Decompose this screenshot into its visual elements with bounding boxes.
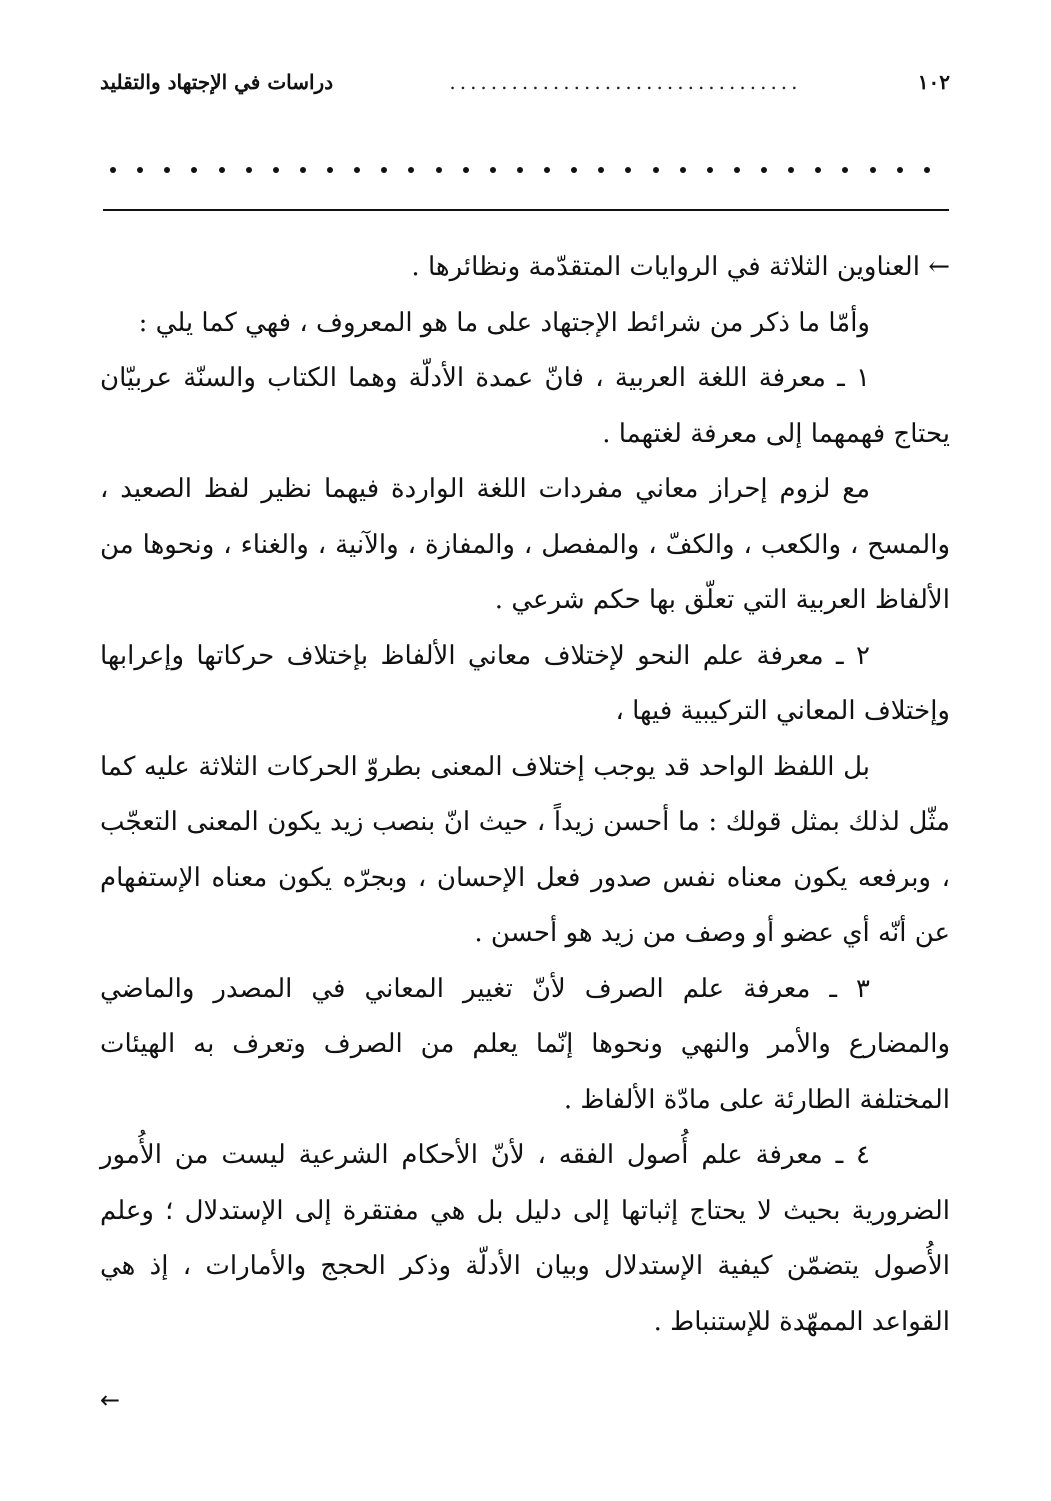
header-leader-dots: .................................. [449, 70, 802, 94]
ornament-dot [924, 167, 930, 173]
ornament-dot [870, 167, 876, 173]
ornament-dot [273, 167, 279, 173]
ornament-dot [761, 167, 767, 173]
ornament-dot [191, 167, 197, 173]
body-text [100, 240, 950, 1350]
paragraph-condition-3: ٣ ـ معرفة علم الصرف لأنّ تغيير المعاني في المصدر والماضي والمضارع والأمر والنهي ونحوها إنّما يعلم من الصرف وتعرف به الهيئات المختلفة الطارئة على مادّة الألفاظ . [100, 973, 950, 1115]
paragraph-condition-2-detail: بل اللفظ الواحد قد يوجب إختلاف المعنى بطروّ الحركات الثلاثة عليه كما مثّل لذلك بمثل قولك : ما أحسن زيداً ، حيث انّ بنصب زيد يكون المعنى التعجّب ، وبرفعه يكون معناه نفس صدور فعل الإحسان ، وبجرّه يكون معناه الإستفهام عن أنّه أي عضو أو وصف من زيد هو أحسن . [100, 751, 950, 948]
paragraph-intro: وأمّا ما ذكر من شرائط الإجتهاد على ما هو المعروف ، فهي كما يلي : [138, 307, 870, 338]
ornament-dot [246, 167, 252, 173]
ornament-dot [788, 167, 794, 173]
paragraph-condition-1-detail: مع لزوم إحراز معاني مفردات اللغة الواردة فيهما نظير لفظ الصعيد ، والمسح ، والكعب ، والكفّ ، والمفصل ، والمفازة ، والآنية ، والغناء ، ونحوها من الألفاظ العربية التي تعلّق بها حكم شرعي . [100, 474, 950, 615]
ornament-dot [137, 167, 143, 173]
ornament-dot [436, 167, 442, 173]
ornament-dot [354, 167, 360, 173]
ornament-dot [842, 167, 848, 173]
ornament-dot [164, 167, 170, 173]
ornament-dot [734, 167, 740, 173]
ornament-dot [598, 167, 604, 173]
ornament-dot [219, 167, 225, 173]
ornament-dot [408, 167, 414, 173]
page-number: ١٠٢ [917, 70, 950, 94]
paragraph-continuation: ← العناوين الثلاثة في الروايات المتقدّمة ونظائرها . [411, 252, 950, 282]
paragraph-condition-4: ٤ ـ معرفة علم أُصول الفقه ، لأنّ الأحكام الشرعية ليست من الأُمور الضرورية بحيث لا يحتاج إثباتها إلى دليل بل هي مفتقرة إلى الإستدلال ؛ وعلم الأُصول يتضمّن كيفية الإستدلال وبيان الأدلّة وذكر الحجج والأمارات ، إذ هي القواعد الممهّدة للإستنباط . [100, 1140, 950, 1337]
paragraph-condition-2: ٢ ـ معرفة علم النحو لإختلاف معاني الألفاظ بإختلاف حركاتها وإعرابها وإختلاف المعاني التركيبية فيها ، [100, 640, 950, 726]
ornament-dot [110, 167, 116, 173]
ornamental-dot-row [110, 150, 930, 190]
page-header [100, 62, 950, 102]
ornament-dot [625, 167, 631, 173]
ornament-dot [544, 167, 550, 173]
header-divider [103, 209, 949, 211]
ornament-dot [490, 167, 496, 173]
continuation-arrow-icon: ← [100, 1386, 121, 1414]
ornament-dot [707, 167, 713, 173]
running-title: دراسات في الإجتهاد والتقليد [100, 70, 334, 94]
ornament-dot [517, 167, 523, 173]
ornament-dot [897, 167, 903, 173]
ornament-dot [815, 167, 821, 173]
paragraph-condition-1: ١ ـ معرفة اللغة العربية ، فانّ عمدة الأدلّة وهما الكتاب والسنّة عربيّان يحتاج فهمهما إلى معرفة لغتهما . [100, 363, 950, 449]
ornament-dot [463, 167, 469, 173]
ornament-dot [327, 167, 333, 173]
ornament-dot [571, 167, 577, 173]
ornament-dot [680, 167, 686, 173]
ornament-dot [381, 167, 387, 173]
ornament-dot [653, 167, 659, 173]
ornament-dot [300, 167, 306, 173]
